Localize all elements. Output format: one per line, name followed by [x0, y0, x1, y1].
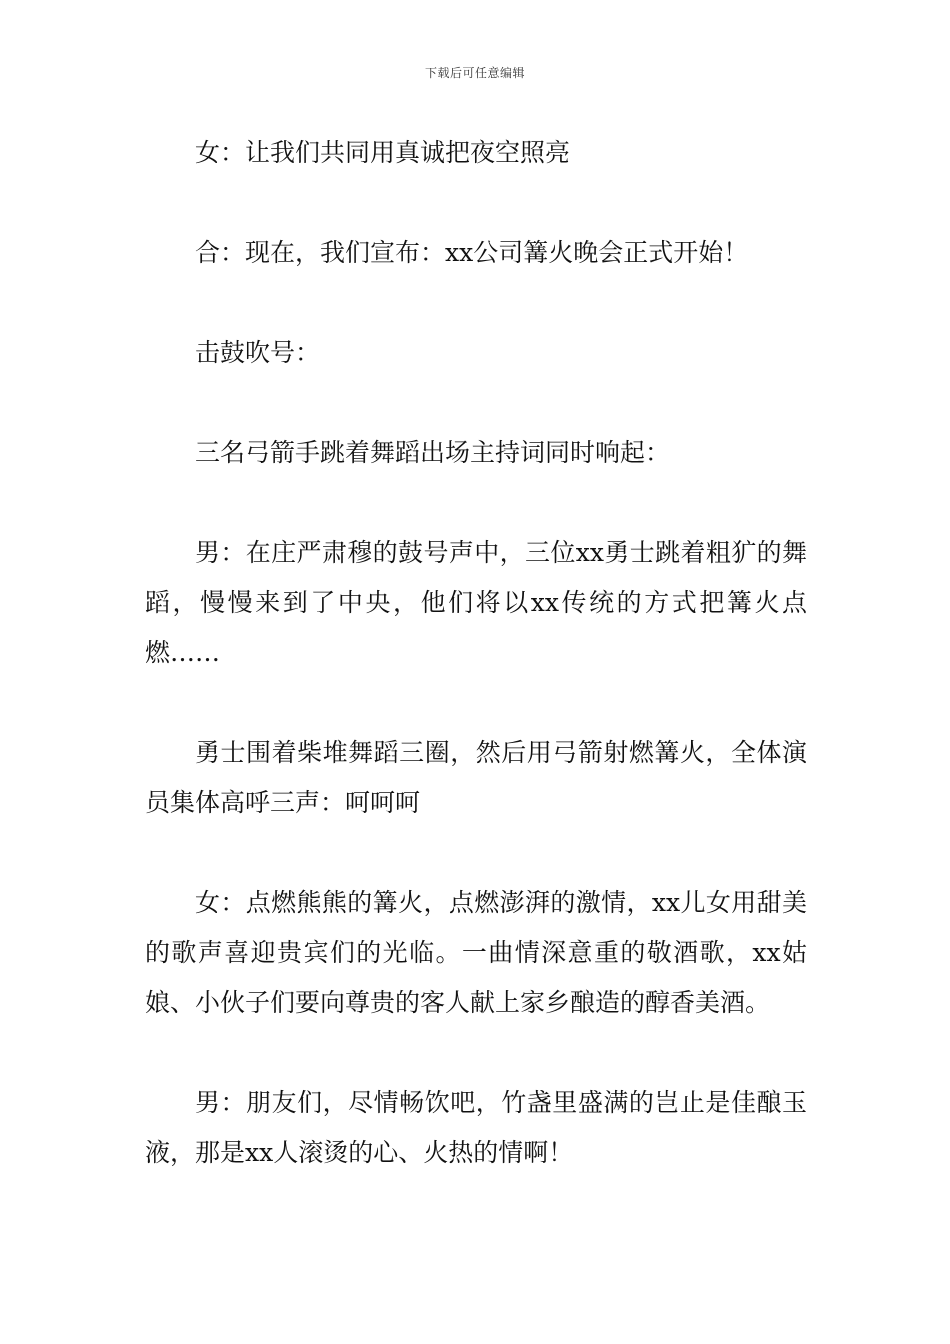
- page-header: 下载后可任意编辑: [424, 66, 525, 80]
- paragraph-male-drink: 男：朋友们，尽情畅饮吧，竹盏里盛满的岂止是佳酿玉液，那是xx人滚烫的心、火热的情啊！: [145, 1088, 807, 1167]
- paragraph-female-light-sky: 女：让我们共同用真诚把夜空照亮: [195, 138, 571, 167]
- paragraph-male-warriors: 男：在庄严肃穆的鼓号声中，三位xx勇士跳着粗犷的舞蹈，慢慢来到了中央，他们将以xx传统的方式把篝火点燃……: [145, 538, 807, 667]
- paragraph-drums-horns: 击鼓吹号：: [195, 338, 321, 367]
- paragraph-warriors-light-fire: 勇士围着柴堆舞蹈三圈，然后用弓箭射燃篝火，全体演员集体高呼三声：呵呵呵: [145, 738, 807, 817]
- paragraph-archers-enter: 三名弓箭手跳着舞蹈出场主持词同时响起：: [195, 438, 671, 467]
- paragraph-female-toast-song: 女：点燃熊熊的篝火，点燃澎湃的激情，xx儿女用甜美的歌声喜迎贵宾们的光临。一曲情深意重的敬酒歌，xx姑娘、小伙子们要向尊贵的客人献上家乡酿造的醇香美酒。: [145, 888, 807, 1017]
- document-body: [145, 128, 807, 1228]
- paragraph-together-announce: 合：现在，我们宣布：xx公司篝火晚会正式开始！: [195, 238, 749, 267]
